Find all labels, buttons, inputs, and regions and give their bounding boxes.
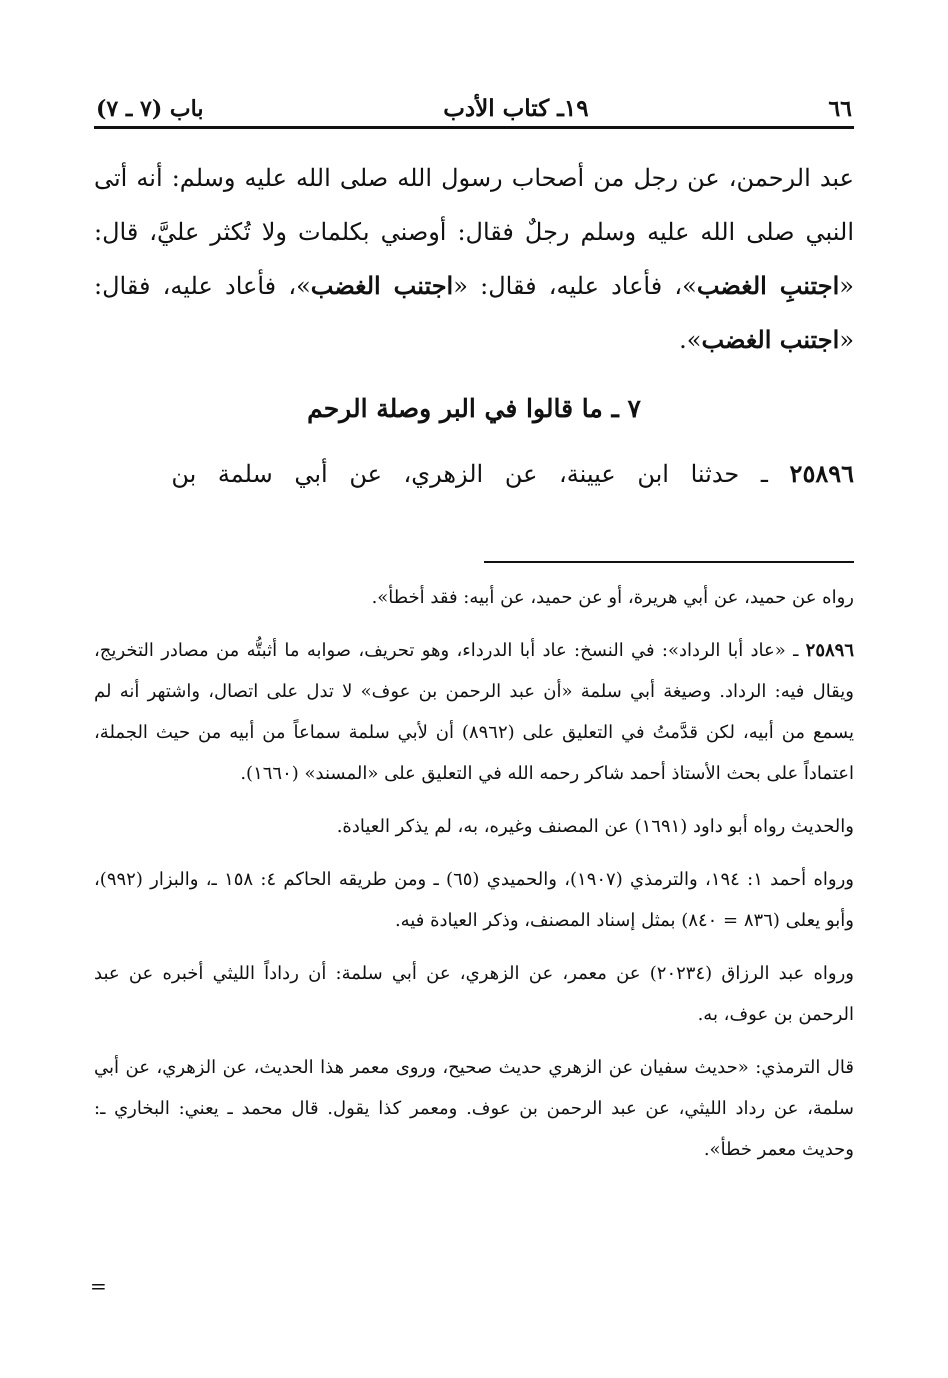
- footnote-paragraph: ورواه عبد الرزاق (٢٠٢٣٤) عن معمر، عن الزهري، عن أبي سلمة: أن رداداً الليثي أخبره عن عبد الرحمن بن عوف، به.: [94, 963, 854, 1025]
- hadith-number: ٢٥٨٩٦: [789, 459, 854, 488]
- bold-phrase: اجتنب الغضب: [310, 271, 454, 300]
- continuation-mark: =: [90, 1274, 107, 1298]
- hadith-start: [94, 447, 854, 501]
- text-run: »، فأعاد عليه، فقال: «: [94, 272, 854, 354]
- footnote-number: ٢٥٨٩٦: [805, 640, 854, 661]
- text-run: عبد الرحمن، عن رجل من أصحاب رسول الله صلى الله عليه وسلم: أنه أتى النبي صلى الله عليه وسلم رجلٌ فقال: أوصني بكلمات ولا تُكثر عليَّ، قال: «: [94, 164, 854, 300]
- footnote-divider: [484, 561, 854, 563]
- chapter-label: باب (٧ ـ ٧): [96, 96, 204, 122]
- footnote-paragraph: [94, 630, 854, 794]
- page-number: ٦٦: [828, 96, 852, 122]
- footnote-text: ـ «عاد أبا الرداد»: في النسخ: عاد أبا الدرداء، وهو تحريف، صوابه ما أثبتُّه من مصادر التخريج، ويقال فيه: الرداد. وصيغة أبي سلمة «أن عبد الرحمن بن عوف» لا تدل على اتصال، واشتهر أنه لم يسمع من أبيه، لكن قدَّمتُ في التعليق على (٨٩٦٢) أن لأبي سلمة سماعاً من أبيه من حيث الجملة، اعتماداً على بحث الأستاذ أحمد شاكر رحمه الله في التعليق على «المسند» (١٦٦٠).: [94, 640, 854, 784]
- footnote-paragraph: رواه عن حميد، عن أبي هريرة، أو عن حميد، عن أبيه: فقد أخطأ».: [371, 587, 854, 608]
- text-run: ».: [679, 326, 702, 354]
- footnote-paragraph: قال الترمذي: «حديث سفيان عن الزهري حديث صحيح، وروى معمر هذا الحديث، عن الزهري، عن أبي سلمة، عن رداد الليثي، عن عبد الرحمن بن عوف. ومعمر كذا يقول. قال محمد ـ يعني: البخاري ـ: وحديث معمر خطأ».: [94, 1057, 854, 1160]
- footnotes: [94, 577, 854, 1170]
- footnote-paragraph: ورواه أحمد ١: ١٩٤، والترمذي (١٩٠٧)، والحميدي (٦٥) ـ ومن طريقه الحاكم ٤: ١٥٨ ـ، والبزار (٩٩٢)، وأبو يعلى (٨٣٦ = ٨٤٠) بمثل إسناد المصنف، وذكر العيادة فيه.: [94, 869, 854, 931]
- footnote-divider-wrap: [94, 501, 854, 577]
- section-heading: ٧ ـ ما قالوا في البر وصلة الرحم: [307, 394, 641, 423]
- main-text: [94, 151, 854, 501]
- text-run: »، فأعاد عليه، فقال: «: [453, 272, 697, 300]
- main-paragraph: [94, 151, 854, 367]
- bold-phrase: اجتنب الغضب: [701, 325, 840, 354]
- footnote-paragraph: والحديث رواه أبو داود (١٦٩١) عن المصنف وغيره، به، لم يذكر العيادة.: [336, 816, 854, 837]
- bold-phrase: اجتنبِ الغضب: [696, 271, 840, 300]
- book-title: ١٩ـ كتاب الأدب: [443, 95, 589, 122]
- hadith-text: ـ حدثنا ابن عيينة، عن الزهري، عن أبي سلمة بن: [171, 460, 790, 488]
- running-header: [94, 84, 854, 129]
